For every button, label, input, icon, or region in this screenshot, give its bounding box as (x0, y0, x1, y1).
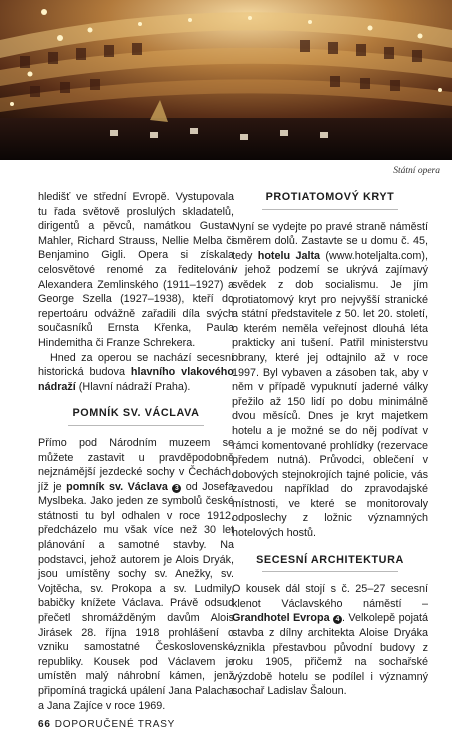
map-pin-4: 4 (333, 615, 342, 624)
page-number: 66 (38, 719, 51, 730)
page-footer (38, 719, 175, 730)
section-title: DOPORUČENÉ TRASY (54, 719, 176, 730)
opera-hall-photo (0, 0, 452, 160)
map-pin-3: 3 (172, 484, 181, 493)
paragraph-train-station: Hned za operou se nachází secesní historická budova hlavního vlakového nádraží (Hlavní nádraží Praha). (38, 351, 234, 393)
heading-nuclear-shelter: PROTIATOMOVÝ KRYT (232, 190, 428, 210)
photo-caption: Státní opera (393, 166, 440, 176)
train-station-name: hlavního vlakového nádraží (38, 366, 234, 393)
heading-wenceslas-monument: POMNÍK SV. VÁCLAVA (38, 406, 234, 426)
grandhotel-evropa-name: Grandhotel Evropa (232, 612, 330, 625)
heading-art-nouveau: SECESNÍ ARCHITEKTURA (232, 553, 428, 573)
opera-hall-icon (0, 0, 452, 160)
right-column (232, 190, 428, 699)
paragraph-art-nouveau: O kousek dál stojí s č. 25–27 secesní klenot Václavského náměstí – Grandhotel Evropa 4 . Velkolepě pojatá stavba z dílny architekta Aloise Dryáka vznikla přestavbou původní budovy z roku 1905, přičemž na sochařské výzdobě hotelu se podílel i významný sochař Ladislav Šaloun. (232, 583, 428, 698)
paragraph-wenceslas-monument: Přímo pod Národním muzeem se můžete zastavit u pravděpodobně nejznámější jezdecké sochy v Čechách, jíž je pomník sv. Václava 3 od Josefa Myslbeka. Jako jeden ze symbolů české státnosti tu byl odhalen v roce 1912, předcházelo mu však více než 30 let plánování a samotné stavby. Na podstavci, jehož autorem je Alois Dryák, jsou umístěny sochy sv. Anežky, sv. Vojtěcha, sv. Prokopa a sv. Ludmily, babičky knížete Václava. Právě odsud přečetl shromážděným davům Alois Jirásek 28. října 1918 prohlášení o vzniku samostatné Československé republiky. Kousek pod Václavem je umístěn malý náhrobní kámen, jenž připomíná tragická upálení Jana Palacha a Jana Zajíce v roce 1969. (38, 436, 235, 712)
paragraph-nuclear-shelter: Nyní se vydejte po pravé straně náměstí směrem dolů. Zastavte se u domu č. 45, tedy hotelu Jalta (www.hoteljalta.com), v jehož podzemí se ukrývá zajímavý svědek z dob socialismu. Je jím protiatomový kryt pro nejvyšší stranické a státní představitele z 50. let 20. století, o kterém neměla veřejnost dlouhá léta prakticky ani tušení. Patřil ministerstvu obrany, které jej odtajnilo až v roce 1997. Byl vybaven a zásoben tak, aby v něm v případě vypuknutí jaderné války přežilo až 150 lidí po dobu minimálně dvou měsíců. Dnes je kryt majetkem hotelu a je možné se do něj podívat v rámci komentované prohlídky (rezervace předem nutná). Průvodci, oblečení v dobových stejnokrojích tajné policie, vás zavedou například do zpravodajské místnosti, ve které se monitorovaly odposlechy z ložnic významných hotelových hostů. (232, 220, 428, 540)
hotel-jalta-name: hotelu Jalta (257, 249, 321, 262)
monument-name: pomník sv. Václava (66, 480, 168, 493)
left-column (38, 190, 234, 713)
paragraph-opera-history: hledišť ve střední Evropě. Vystupovala tu řada světově proslulých skladatelů, dirigentů a pěvců, namátkou Gustav Mahler, Richard Strauss, Nellie Melba či Benjamino Gigli. Opera si získala celosvětové renomé za ředitelování Alexandera Zemlinského (1911–1927) a George Szella (1927–1938), kteří do repertoáru odvážně zařadili díla svých současníků Ernsta Křenka, Paula Hindemitha či Franze Schrekera. (38, 191, 234, 349)
